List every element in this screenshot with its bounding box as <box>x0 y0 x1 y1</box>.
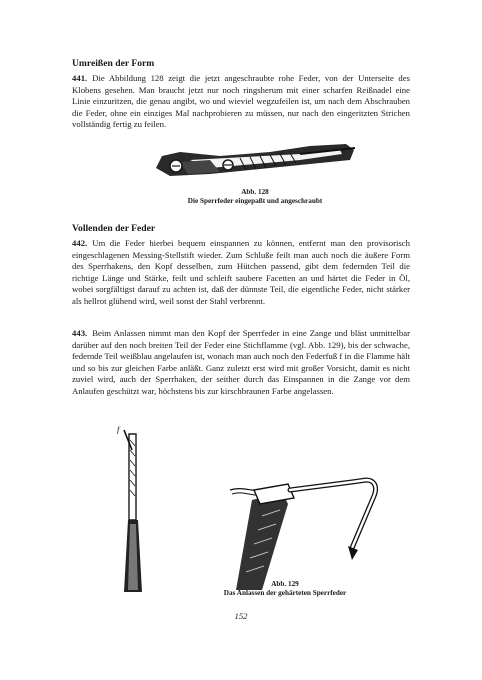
figure-description: Das Anlassen der gehärteten Sperrfeder <box>223 588 347 597</box>
figure-128-caption <box>150 188 360 205</box>
section-heading-vollenden: Vollenden der Feder <box>72 223 156 234</box>
paragraph-441 <box>72 73 410 131</box>
section-heading-umreissen: Umreißen der Form <box>72 58 155 69</box>
paragraph-text: Um die Feder hierbei bequem einspannen zu können, entfernt man den provisorisch eingeschlagenen Messing-Stellstift wieder. Zum Schluße feilt man auch noch die äußere Form des Sperrhakens, den Kopf desselben, zum Hütchen passend, gibt dem federnden Teil die richtige Länge und Stärke, feilt und schleift saubere Facetten an und härtet die Feder in Öl, wobei sorgfältigst darauf zu achten ist, daß der dünnste Teil, die eigentliche Feder, nicht stärker als hellrot glühend wird, weil sonst der Stahl verbrennt. <box>72 238 410 306</box>
paragraph-number: 443. <box>72 328 88 338</box>
page-number: 152 <box>234 611 248 621</box>
figure-128-spring-drawing <box>150 138 360 180</box>
figure-129-label-f: f <box>117 424 120 434</box>
figure-129-tempering-drawing <box>112 420 392 592</box>
paragraph-442 <box>72 238 410 308</box>
figure-title: Abb. 128 <box>241 188 269 196</box>
paragraph-text: Die Abbildung 128 zeigt die jetzt angeschraubte rohe Feder, von der Unterseite des Klobens gesehen. Man braucht jetzt nur noch ringsherum mit einer scharfen Reißnadel eine Linie einzuritzen, die genau angibt, wo und wieviel wegzufeilen ist, um nach dem Abschrauben die Feder, ohne ein einziges Mal nachprobieren zu müssen, nur nach den eingeritzten Strichen vollständig fertig zu feilen. <box>72 73 410 130</box>
paragraph-443 <box>72 328 410 398</box>
figure-description: Die Sperrfeder eingepaßt und angeschraubt <box>187 196 323 205</box>
paragraph-number: 441. <box>72 73 88 83</box>
figure-129-caption <box>200 580 370 597</box>
figure-title: Abb. 129 <box>271 580 299 588</box>
paragraph-number: 442. <box>72 238 88 248</box>
paragraph-text: Beim Anlassen nimmt man den Kopf der Sperrfeder in eine Zange und bläst unmittelbar darüber auf den noch breiten Teil der Feder eine Stichflamme (vgl. Abb. 129), bis der schwache, federnde Teil weißblau angelaufen ist, wonach man auch noch den Federfuß f in die Flamme hält und so bis zur gleichen Farbe anläßt. Ganz zuletzt erst wird mit großer Vorsicht, damit es nicht zuviel wird, auch der Sperrhaken, der seither durch das Einspannen in die Zange vor dem Anlaufen geschützt war, höchstens bis zur kirschbraunen Farbe angelassen. <box>72 328 410 396</box>
